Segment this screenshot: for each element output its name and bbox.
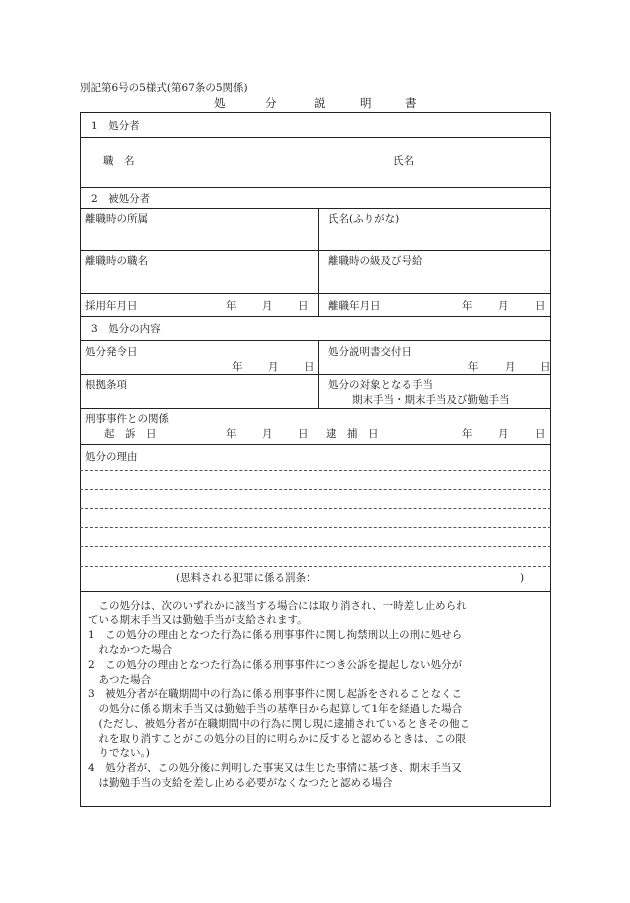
date-unit-year: 年 — [226, 428, 237, 440]
job-title-label: 離職時の職名 — [85, 255, 148, 267]
penalty-clause-label: (思料される犯罪に係る罰条： — [176, 572, 317, 584]
issue-date-label: 処分発令日 — [85, 346, 138, 358]
date-unit-month: 月 — [262, 428, 273, 440]
separation-date-label: 離職年月日 — [328, 300, 381, 312]
date-unit-month: 月 — [505, 361, 516, 373]
reason-label: 処分の理由 — [85, 451, 138, 463]
note-line: れなかつた場合 — [88, 644, 172, 656]
date-unit-day: 日 — [304, 361, 315, 373]
row-divider — [80, 250, 551, 251]
date-unit-month: 月 — [262, 300, 273, 312]
note-line: ている期末手当又は勤勉手当が支給されます。 — [88, 614, 308, 626]
title-char: 書 — [405, 96, 417, 110]
date-unit-year: 年 — [232, 361, 243, 373]
note-line: れを取り消すことがこの処分の目的に明らかに反すると認めるときは、この限 — [88, 733, 466, 745]
penalty-clause-close: ) — [520, 572, 525, 584]
note-line: あつた場合 — [88, 674, 151, 686]
column-divider — [318, 340, 319, 408]
row-divider — [80, 208, 551, 209]
date-unit-day: 日 — [298, 428, 309, 440]
date-unit-day: 日 — [540, 361, 551, 373]
row-divider — [80, 187, 551, 188]
date-unit-year: 年 — [462, 428, 473, 440]
position-label: 職 名 — [103, 155, 135, 167]
dashed-writing-line — [80, 470, 551, 471]
dashed-writing-line — [80, 508, 551, 509]
delivery-date-label: 処分説明書交付日 — [328, 346, 412, 358]
hire-date-label: 採用年月日 — [85, 300, 138, 312]
note-line: の処分に係る期末手当又は勤勉手当の基準日から起算して1年を経過した場合 — [88, 703, 463, 715]
row-divider — [80, 444, 551, 445]
target-allowance-value: 期末手当・期末手当及び勤勉手当 — [352, 394, 510, 406]
row-divider — [80, 293, 551, 294]
title-char: 処 — [214, 96, 226, 110]
indictment-date-label: 起 訴 日 — [104, 428, 157, 440]
dashed-writing-line — [80, 527, 551, 528]
note-line: 4 処分者が、この処分後に判明した事実又は生じた事情に基づき、期末手当又 — [88, 762, 462, 774]
date-unit-year: 年 — [226, 300, 237, 312]
criminal-relation-label: 刑事事件との関係 — [85, 413, 169, 425]
note-line: りでない。) — [88, 747, 150, 759]
affiliation-label: 離職時の所属 — [85, 213, 148, 225]
note-line: この処分は、次のいずれかに該当する場合には取り消され、一時差し止められ — [88, 600, 467, 612]
dashed-writing-line — [80, 546, 551, 547]
section-heading-subject: 2 被処分者 — [91, 193, 151, 205]
grade-label: 離職時の級及び号給 — [328, 255, 423, 267]
form-reference: 別記第6号の5様式(第67条の5関係) — [80, 82, 248, 94]
target-allowance-label: 処分の対象となる手当 — [328, 379, 433, 391]
row-divider — [80, 340, 551, 341]
name-kana-label: 氏名(ふりがな) — [328, 213, 400, 225]
row-divider — [80, 374, 551, 375]
date-unit-day: 日 — [535, 428, 546, 440]
section-heading-punisher: 1 処分者 — [91, 120, 140, 132]
row-divider — [80, 591, 551, 592]
row-divider — [80, 137, 551, 138]
date-unit-month: 月 — [498, 300, 509, 312]
title-char: 分 — [265, 96, 277, 110]
column-divider — [318, 208, 319, 316]
title-char: 明 — [360, 96, 372, 110]
date-unit-day: 日 — [535, 300, 546, 312]
row-divider — [80, 316, 551, 317]
date-unit-year: 年 — [462, 300, 473, 312]
date-unit-year: 年 — [468, 361, 479, 373]
legal-basis-label: 根拠条項 — [85, 379, 127, 391]
dashed-writing-line — [80, 489, 551, 490]
date-unit-day: 日 — [298, 300, 309, 312]
note-line: 3 被処分者が在職期間中の行為に係る刑事事件に関し起訴をされることなくこ — [88, 688, 463, 700]
note-line: 2 この処分の理由となつた行為に係る刑事事件につき公訴を提起しない処分が — [88, 659, 462, 671]
note-line: 1 この処分の理由となつた行為に係る刑事事件に関し拘禁刑以上の刑に処せら — [88, 629, 463, 641]
date-unit-month: 月 — [268, 361, 279, 373]
name-label: 氏名 — [393, 155, 414, 167]
row-divider — [80, 408, 551, 409]
section-heading-content: 3 処分の内容 — [91, 323, 161, 335]
note-line: (ただし、被処分者が在職期間中の行為に関し現に逮捕されているときその他こ — [88, 718, 471, 730]
date-unit-month: 月 — [498, 428, 509, 440]
dashed-writing-line — [80, 566, 551, 567]
arrest-date-label: 逮 捕 日 — [326, 428, 379, 440]
note-line: は勤勉手当の支給を差し止める必要がなくなつたと認める場合 — [88, 777, 393, 789]
title-char: 説 — [314, 96, 326, 110]
